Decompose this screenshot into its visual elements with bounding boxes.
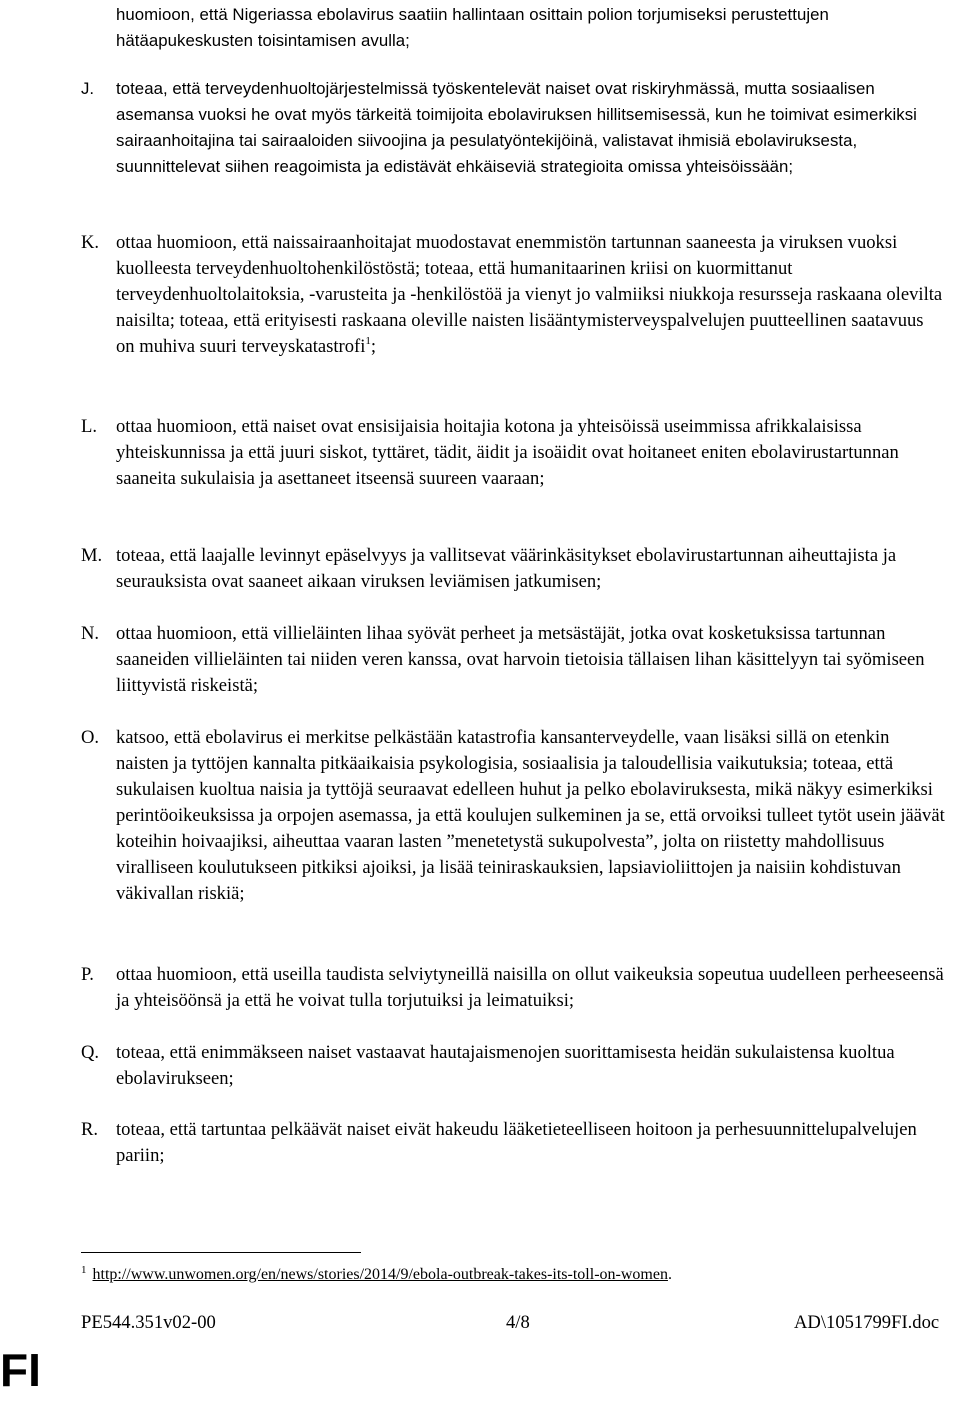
paragraph-letter-n: N. (81, 623, 100, 644)
language-tag: FI (0, 1344, 41, 1396)
paragraph-letter-r: R. (81, 1119, 99, 1140)
paragraph-text: ottaa huomioon, että naiset ovat ensisijaisia hoitajia kotona ja yhteisöissä useimmissa afrikkalaisissa yhteiskunnissa ja että juuri siskot, tyttäret, tädit, äidit ja isoäidit ovat hoitaneet eniten ebolavirustartunnan saaneita sukulaisia ja asettaneet itseensä suureen vaaraan; (116, 416, 899, 489)
paragraph-r (116, 1117, 946, 1169)
footnote-reference[interactable]: 1 (365, 334, 371, 347)
paragraph-text: ottaa huomioon, että useilla taudista selviytyneillä naisilla on ollut vaikeuksia sopeutua uudelleen perheeseensä ja yhteisöönsä ja että he voivat tulla torjutuiksi ja leimatuiksi; (116, 964, 944, 1011)
paragraph-text: toteaa, että terveydenhuoltojärjestelmissä työskentelevät naiset ovat riskiryhmässä, mutta sosiaalisen asemansa vuoksi he ovat myös tärkeitä toimijoita ebolaviruksen hillitsemisessä, kun he toimivat esimerkiksi sairaanhoitajina tai sairaaloiden siivoojina ja pesulatyöntekijöinä, valistavat ihmisiä ebolaviruksesta, suunnittelevat siihen reagoimista ja edistävät ehkäiseviä strategioita omissa yhteisöissään; (116, 79, 917, 176)
paragraph-m (116, 543, 946, 595)
footnote-punctuation: . (667, 1266, 672, 1283)
paragraph-text: toteaa, että enimmäkseen naiset vastaavat hautajaismenojen suorittamisesta heidän sukulaistensa kuoltua ebolavirukseen; (116, 1042, 895, 1089)
paragraph-q (116, 1040, 946, 1092)
paragraph-letter-m: M. (81, 545, 103, 566)
paragraph-punctuation: ; (370, 336, 377, 357)
paragraph-text: toteaa, että laajalle levinnyt epäselvyys ja vallitsevat väärinkäsitykset ebolavirustartunnan aiheuttajista ja seurauksista ovat saaneet aikaan viruksen leviämisen jatkumisen; (116, 545, 897, 592)
footnote-link[interactable]: http://www.unwomen.org/en/news/stories/2014/9/ebola-outbreak-takes-its-toll-on-women (92, 1266, 668, 1283)
footnote-number: 1 (81, 1264, 87, 1276)
paragraph-n (116, 621, 946, 699)
paragraph-text: toteaa, että tartuntaa pelkäävät naiset eivät hakeudu lääketieteelliseen hoitoon ja perhesuunnittelupalvelujen pariin; (116, 1119, 917, 1166)
paragraph-letter-q: Q. (81, 1042, 100, 1063)
paragraph-letter-o: O. (81, 727, 100, 748)
paragraph-i-continuation (116, 2, 946, 54)
footnote-separator (81, 1252, 361, 1253)
paragraph-p (116, 962, 946, 1014)
footer-page-number: 4/8 (506, 1312, 530, 1333)
paragraph-letter-p: P. (81, 964, 94, 985)
paragraph-letter-j: J. (81, 79, 95, 98)
footnote (81, 1264, 672, 1287)
paragraph-j (116, 76, 946, 180)
footer-document-id: AD\1051799FI.doc (794, 1312, 940, 1333)
paragraph-text: ottaa huomioon, että villieläinten lihaa syövät perheet ja metsästäjät, jotka ovat kosketuksissa tartunnan saaneiden villieläinten tai niiden veren kanssa, ovat harvoin tietoisia tällaisen lihan käsittelyyn tai syömiseen liittyvistä riskeistä; (116, 623, 925, 696)
paragraph-o (116, 725, 946, 907)
paragraph-k (116, 230, 946, 360)
paragraph-text: ottaa huomioon, että naissairaanhoitajat muodostavat enemmistön tartunnan saaneesta ja viruksen vuoksi kuolleesta terveydenhuoltohenkilöstöstä; toteaa, että humanitaarinen kriisi on kuormittanut terveydenhuoltolaitoksia, -varusteita ja -henkilöstöä ja vienyt jo valmiiksi niukkoja resursseja raskaana olevilta naisilta; toteaa, että erityisesti raskaana oleville naisten lisääntymisterveyspalvelujen puutteellinen saatavuus on muhiva suuri terveyskatastrofi (116, 232, 943, 357)
footer-reference: PE544.351v02-00 (81, 1312, 216, 1333)
paragraph-letter-k: K. (81, 232, 100, 253)
paragraph-text: katsoo, että ebolavirus ei merkitse pelkästään katastrofia kansanterveydelle, vaan lisäksi sillä on etenkin naisten ja tyttöjen kannalta pitkäaikaisia psykologisia, sosiaalisia ja taloudellisia vaikutuksia; toteaa, että sukulaisen kuoltua naisia ja tyttöjä seuraavat edelleen huhut ja pelko ebolaviruksesta, mikä näkyy esimerkiksi perintöoikeuksissa ja orpojen asemassa, ja että koulujen sulkeminen ja se, että orvoiksi tulleet tytöt usein jäävät koteihin hoivaajiksi, aiheuttaa vaaran lasten ”menetetystä sukupolvesta”, jolta on riistetty mahdollisuus viralliseen koulutukseen pitkiksi ajoiksi, ja lisää teiniraskauksien, lapsiavioliittojen ja naisiin kohdistuvan väkivallan riskiä; (116, 727, 945, 904)
paragraph-l (116, 414, 946, 492)
paragraph-text: huomioon, että Nigeriassa ebolavirus saatiin hallintaan osittain polion torjumiseksi perustettujen hätäapukeskusten toisintamisen avulla; (116, 5, 829, 50)
paragraph-letter-l: L. (81, 416, 98, 437)
